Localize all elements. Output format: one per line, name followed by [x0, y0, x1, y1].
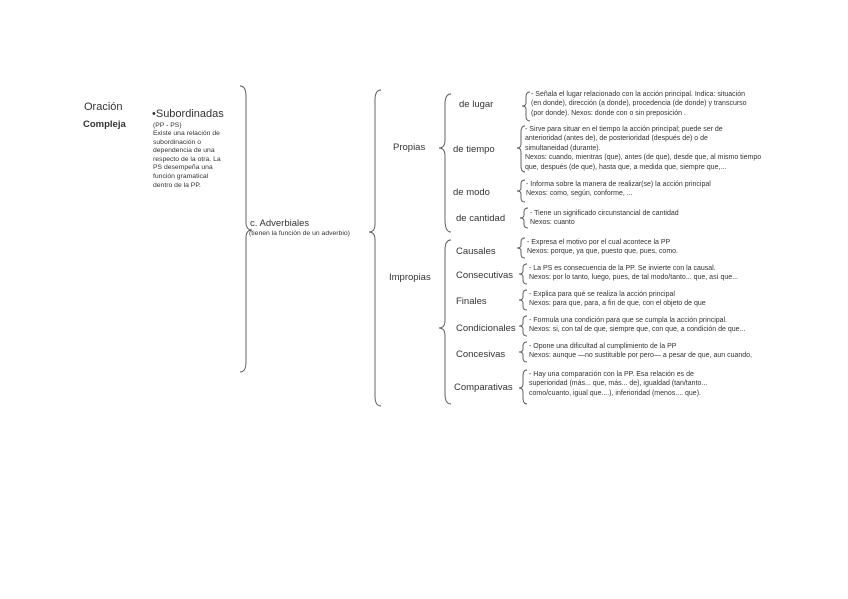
description-line: respecto de la otra. La [153, 155, 221, 163]
description-line: - Formula una condición para que se cumpla la acción principal. [529, 317, 728, 324]
comparativas-brace [519, 370, 527, 404]
cantidad-label: de cantidad [456, 213, 506, 224]
description-line: Nexos: para que, para, a fin de que, con el objeto de que [529, 300, 706, 308]
description-line: dependencia de una [153, 147, 215, 155]
description-line: Nexos: porque, ya que, puesto que, pues, como. [527, 248, 678, 256]
finales-description [529, 290, 706, 309]
description-line: como/cuanto, igual que....), inferioridad (menos.... que). [529, 389, 701, 397]
condicionales-label: Condicionales [456, 323, 516, 334]
concesivas-description [529, 342, 752, 361]
subordinadas-heading: •Subordinadas [152, 108, 224, 120]
root-title: Oración [84, 101, 123, 113]
description-line: Nexos: si, con tal de que, siempre que, con que, a condición de que... [529, 326, 746, 334]
description-line: función gramatical [153, 172, 209, 180]
impropias-brace [439, 240, 451, 404]
finales-brace [519, 290, 527, 310]
description-line: - Opone una dificultad al cumplimiento de la PP [529, 343, 677, 350]
cantidad-brace [520, 208, 528, 228]
description-line: Nexos: aunque —no sustituible por pero— a pesar de que, aun cuando, [529, 352, 752, 360]
subordinadas-description [153, 130, 221, 190]
main-brace [369, 90, 381, 406]
modo-description [526, 180, 711, 199]
description-line: Nexos: como, según, conforme, ... [526, 190, 633, 198]
lugar-label: de lugar [459, 99, 494, 110]
description-line: simultaneidad (durante). [525, 144, 601, 152]
comparativas-description [529, 370, 707, 398]
concesivas-label: Concesivas [456, 349, 506, 360]
comparativas-label: Comparativas [454, 382, 513, 393]
lugar-brace [522, 92, 530, 121]
description-line: - Explica para qué se realiza la acción principal [529, 291, 675, 298]
adverbiales-note: (tienen la función de un adverbio) [249, 230, 350, 237]
description-line: (en donde), dirección (a donde), procedencia (de donde) y transcurso [531, 100, 747, 108]
adverbiales-title: c. Adverbiales [250, 218, 310, 229]
description-line: anterioridad (antes de), de posterioridad (después de) o de [525, 135, 708, 143]
adverbiales-brace [240, 86, 252, 372]
consecutivas-description [529, 264, 738, 283]
causales-label: Causales [456, 246, 496, 257]
cantidad-description [530, 209, 679, 228]
description-line: - Informa sobre la manera de realizar(se) la acción principal [526, 181, 711, 188]
description-line: dentro de la PP. [153, 181, 201, 189]
subordinadas-abbr: (PP - PS) [153, 122, 182, 129]
tiempo-label: de tiempo [453, 144, 495, 155]
consecutivas-label: Consecutivas [456, 270, 514, 281]
causales-brace [517, 238, 525, 258]
consecutivas-brace [519, 264, 527, 284]
description-line: Existe una relación de [153, 130, 220, 137]
description-line: superioridad (más... que, más... de), igualdad (tan/tanto... [529, 380, 708, 388]
causales-description [527, 238, 678, 257]
root-subtitle: Compleja [83, 119, 126, 130]
description-line: que, después (de que), hasta que, a medida que, siempre que,... [525, 163, 727, 171]
description-line: Nexos: cuanto [530, 219, 575, 227]
description-line: PS desempeña una [153, 164, 213, 172]
tiempo-brace [517, 126, 525, 172]
propias-brace [439, 94, 451, 232]
modo-brace [517, 180, 525, 202]
description-line: (por donde). Nexos: donde con o sin preposición . [531, 109, 686, 117]
description-line: - Tiene un significado circunstancial de cantidad [530, 210, 679, 217]
description-line: - La PS es consecuencia de la PP. Se invierte con la causal. [529, 265, 716, 272]
description-line: - Expresa el motivo por el cual acontece la PP [527, 239, 671, 246]
concesivas-brace [519, 342, 527, 362]
condicionales-description [529, 316, 745, 335]
tiempo-description [525, 125, 761, 172]
finales-label: Finales [456, 296, 487, 307]
modo-label: de modo [453, 187, 490, 198]
propias-label: Propias [393, 142, 426, 153]
description-line: - Sirve para situar en el tiempo la acción principal; puede ser de [525, 126, 723, 133]
impropias-label: Impropias [389, 272, 431, 283]
description-line: Nexos: cuando, mientras (que), antes (de que), desde que, al mismo tiempo [525, 154, 762, 162]
description-line: Nexos: por lo tanto, luego, pues, de tal modo/tanto... que, así que... [529, 274, 738, 282]
condicionales-brace [519, 316, 527, 336]
description-line: subordinación o [153, 138, 201, 146]
lugar-description [531, 90, 747, 118]
description-line: - Hay una comparación con la PP. Esa relación es de [529, 371, 694, 378]
description-line: - Señala el lugar relacionado con la acción principal. Indica: situación [531, 91, 746, 98]
